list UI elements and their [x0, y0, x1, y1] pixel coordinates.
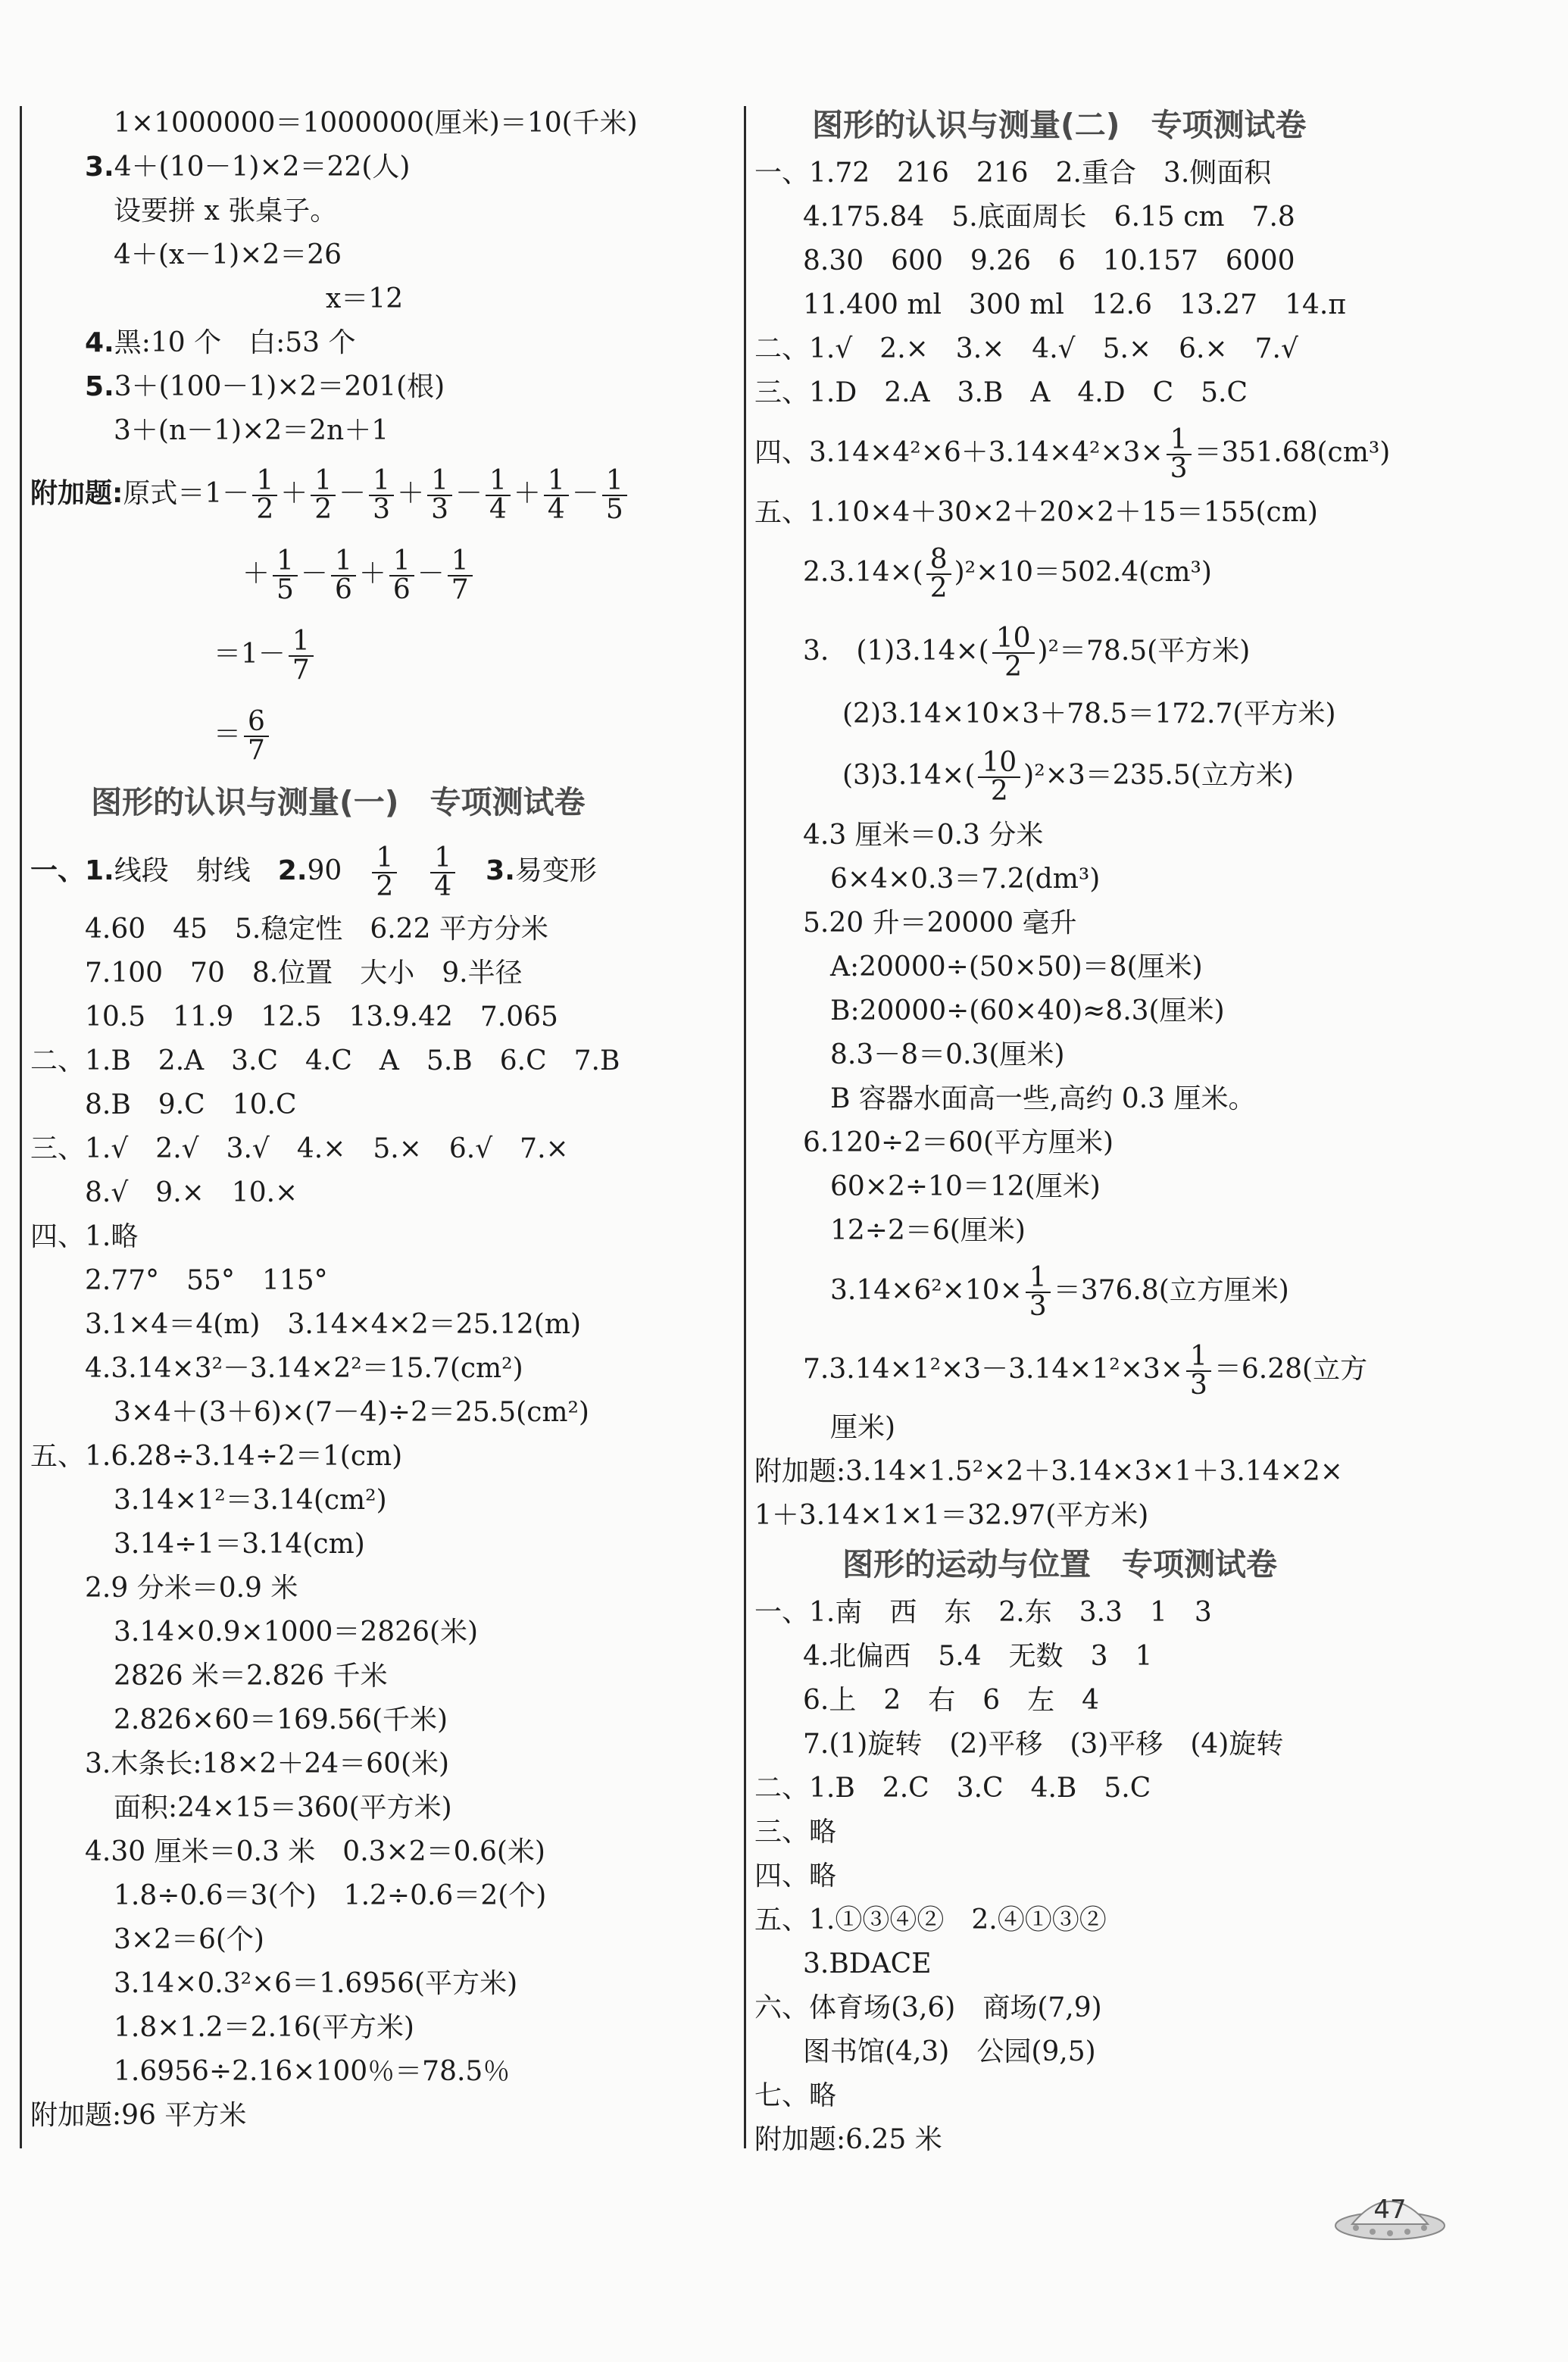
answer-line: 3.4＋(10－1)×2＝22(人): [85, 152, 411, 183]
fraction: $\frac{10}{2}$: [992, 625, 1035, 681]
answer-line: 3. (1)3.14×( $\frac{10}{2}$ )²＝78.5(平方米): [803, 623, 1251, 683]
answer-line: (2)3.14×10×3＋78.5＝172.7(平方米): [842, 698, 1336, 730]
answer-line: 4.175.84 5.底面周长 6.15 cm 7.8: [803, 202, 1295, 233]
answer-line: 11.400 ml 300 ml 12.6 13.27 14.π: [803, 289, 1346, 320]
answer-line: 二、1.√ 2.× 3.× 4.√ 5.× 6.× 7.√: [754, 333, 1298, 364]
answer-line: 3.14×0.3²×6＝1.6956(平方米): [114, 1968, 518, 1999]
answer-line: 12÷2＝6(厘米): [830, 1215, 1026, 1246]
answer-line: 四、1.略: [30, 1221, 139, 1252]
answer-line: 8.B 9.C 10.C: [85, 1089, 297, 1120]
answer-line: x＝12: [326, 283, 404, 314]
answer-line: 厘米): [830, 1412, 896, 1443]
answer-line: 四、3.14×4²×6＋3.14×4²×3× $\frac{1}{3}$ ＝351.68(cm³): [754, 424, 1391, 484]
answer-line: 5.20 升＝20000 毫升: [803, 908, 1077, 939]
fraction: $\frac{1}{2}$: [372, 845, 397, 901]
answer-line: 4.黑:10 个 白:53 个: [85, 327, 356, 358]
answer-line: 4.30 厘米＝0.3 米 0.3×2＝0.6(米): [85, 1836, 545, 1867]
answer-line: 附加题:6.25 米: [754, 2124, 942, 2155]
answer-line: 10.5 11.9 12.5 13.9.42 7.065: [85, 1001, 558, 1033]
answer-line: 附加题:3.14×1.5²×2＋3.14×3×1＋3.14×2×: [754, 1456, 1343, 1487]
answer-line: 2826 米＝2.826 千米: [114, 1661, 388, 1692]
fraction: $\frac{10}{2}$: [978, 749, 1020, 805]
section-title-motion-position: 图形的运动与位置 专项测试卷: [842, 1546, 1277, 1582]
fraction: $\frac{1}{4}$: [544, 467, 569, 523]
section-title-shape-measure-2: 图形的认识与测量(二) 专项测试卷: [812, 107, 1307, 143]
answer-line: 60×2÷10＝12(厘米): [830, 1171, 1101, 1202]
answer-line: 4.3.14×3²－3.14×2²＝15.7(cm²): [85, 1353, 523, 1384]
answer-line: 设要拼 x 张桌子。: [114, 195, 338, 227]
answer-line: 1.8÷0.6＝3(个) 1.2÷0.6＝2(个): [114, 1880, 547, 1911]
answer-line: 3.BDACE: [803, 1948, 932, 1979]
page-number-badge: [1333, 2186, 1447, 2250]
answer-line: 面积:24×15＝360(平方米): [114, 1792, 452, 1823]
fraction: $\frac{6}{7}$: [244, 708, 269, 764]
answer-line: 五、1.10×4＋30×2＋20×2＋15＝155(cm): [754, 497, 1318, 528]
answer-line: 6.上 2 右 6 左 4: [803, 1685, 1100, 1716]
answer-line: 一、1.线段 射线 2.90 $\frac{1}{2}$ $\frac{1}{4}$ 3.易变形: [30, 842, 597, 902]
fraction: $\frac{1}{2}$: [311, 467, 336, 523]
answer-line: 7.(1)旋转 (2)平移 (3)平移 (4)旋转: [803, 1729, 1284, 1760]
answer-line: 3＋(n－1)×2＝2n＋1: [114, 415, 389, 446]
answer-line: 2.3.14×( $\frac{8}{2}$ )²×10＝502.4(cm³): [803, 544, 1212, 604]
answer-line: 3.14×0.9×1000＝2826(米): [114, 1617, 479, 1648]
answer-line: 1×1000000＝1000000(厘米)＝10(千米): [114, 108, 638, 139]
fraction: $\frac{1}{3}$: [369, 467, 394, 523]
fraction: $\frac{1}{4}$: [430, 845, 455, 901]
answer-line: 六、体育场(3,6) 商场(7,9): [754, 1992, 1102, 2023]
answer-line: 1＋3.14×1×1＝32.97(平方米): [754, 1500, 1149, 1531]
fraction: $\frac{1}{5}$: [602, 467, 627, 523]
answer-line: 8.3－8＝0.3(厘米): [830, 1039, 1065, 1070]
answer-line: 图书馆(4,3) 公园(9,5): [803, 2036, 1096, 2067]
answer-line: 四、略: [754, 1861, 837, 1892]
answer-line: 三、1.D 2.A 3.B A 4.D C 5.C: [754, 377, 1248, 408]
left-column-rule: [20, 106, 22, 2148]
fraction: $\frac{1}{3}$: [1026, 1264, 1051, 1320]
bonus-expression-row-2: ＋ $\frac{1}{5}$ － $\frac{1}{6}$ ＋ $\frac{1}{6}$ － $\frac{1}{7}$: [242, 544, 476, 605]
answer-line: 7.3.14×1²×3－3.14×1²×3× $\frac{1}{3}$ ＝6.28(立方: [803, 1341, 1368, 1401]
answer-line: 3.木条长:18×2＋24＝60(米): [85, 1748, 450, 1779]
answer-line: 3.14÷1＝3.14(cm): [114, 1529, 365, 1560]
answer-line: B 容器水面高一些,高约 0.3 厘米。: [830, 1083, 1256, 1114]
answer-line: 8.√ 9.× 10.×: [85, 1177, 298, 1208]
answer-line: 8.30 600 9.26 6 10.157 6000: [803, 245, 1295, 277]
answer-line: 三、1.√ 2.√ 3.√ 4.× 5.× 6.√ 7.×: [30, 1133, 569, 1164]
fraction: $\frac{1}{5}$: [273, 548, 298, 604]
fraction: $\frac{1}{2}$: [252, 467, 277, 523]
answer-line: 4.60 45 5.稳定性 6.22 平方分米: [85, 914, 548, 945]
answer-line: 6.120÷2＝60(平方厘米): [803, 1127, 1114, 1158]
answer-line: 4.3 厘米＝0.3 分米: [803, 820, 1044, 851]
answer-line: 3.14×6²×10× $\frac{1}{3}$ ＝376.8(立方厘米): [830, 1262, 1289, 1322]
answer-line: 一、1.72 216 216 2.重合 3.侧面积: [754, 158, 1272, 189]
section-title-shape-measure-1: 图形的认识与测量(一) 专项测试卷: [91, 784, 586, 820]
answer-line: 附加题:96 平方米: [30, 2100, 247, 2131]
answer-line: 5.3＋(100－1)×2＝201(根): [85, 371, 445, 402]
answer-line: 五、1.6.28÷3.14÷2＝1(cm): [30, 1441, 403, 1472]
answer-line: 三、略: [754, 1817, 837, 1848]
answer-line: 2.9 分米＝0.9 米: [85, 1573, 298, 1604]
answer-line: 一、1.南 西 东 2.东 3.3 1 3: [754, 1597, 1212, 1628]
answer-line: 3×4＋(3＋6)×(7－4)÷2＝25.5(cm²): [114, 1397, 589, 1428]
answer-line: 2.826×60＝169.56(千米): [114, 1704, 448, 1736]
answer-line: 7.100 70 8.位置 大小 9.半径: [85, 958, 523, 989]
fraction: $\frac{1}{3}$: [1186, 1343, 1211, 1399]
page-number: 47: [1373, 2195, 1407, 2225]
fraction: $\frac{1}{6}$: [389, 548, 414, 604]
fraction: $\frac{1}{7}$: [289, 628, 314, 684]
answer-line: (3)3.14×( $\frac{10}{2}$ )²×3＝235.5(立方米): [842, 747, 1294, 807]
answer-line: 2.77° 55° 115°: [85, 1265, 328, 1296]
bonus-expression-row-4: ＝ $\frac{6}{7}$: [214, 705, 272, 765]
center-column-rule: [744, 106, 746, 2148]
fraction: $\frac{8}{2}$: [926, 546, 951, 602]
answer-line: 二、1.B 2.A 3.C 4.C A 5.B 6.C 7.B: [30, 1045, 620, 1076]
fraction: $\frac{1}{3}$: [1167, 426, 1192, 483]
fraction: $\frac{1}{6}$: [331, 548, 356, 604]
answer-line: 七、略: [754, 2080, 837, 2111]
fraction: $\frac{1}{4}$: [486, 467, 511, 523]
fraction: $\frac{1}{3}$: [427, 467, 452, 523]
answer-line: 3.1×4＝4(m) 3.14×4×2＝25.12(m): [85, 1309, 582, 1340]
answer-line: 4.北偏西 5.4 无数 3 1: [803, 1641, 1153, 1672]
answer-line: 3.14×1²＝3.14(cm²): [114, 1485, 387, 1516]
bonus-expression-row-3: ＝1－ $\frac{1}{7}$: [214, 624, 317, 685]
answer-line: A:20000÷(50×50)＝8(厘米): [830, 951, 1203, 983]
bonus-expression-row-1: 附加题:原式＝1－ $\frac{1}{2}$ ＋ $\frac{1}{2}$ － $\frac{1}{3}$ ＋ $\frac{1}{3}$ － $\frac{1}{4}$ ＋ $\frac{1}{4}$ － $\frac{1}{5}$: [30, 464, 630, 524]
answer-line: 6×4×0.3＝7.2(dm³): [830, 864, 1101, 895]
answer-line: 1.8×1.2＝2.16(平方米): [114, 2012, 414, 2043]
answer-line: 3×2＝6(个): [114, 1924, 264, 1955]
answer-line: 4＋(x－1)×2＝26: [114, 239, 342, 270]
answer-line: B:20000÷(60×40)≈8.3(厘米): [830, 995, 1225, 1026]
answer-line: 五、1.①③④② 2.④①③②: [754, 1904, 1107, 1936]
fraction: $\frac{1}{7}$: [448, 548, 473, 604]
answer-line: 1.6956÷2.16×100％＝78.5％: [114, 2056, 511, 2087]
answer-line: 二、1.B 2.C 3.C 4.B 5.C: [754, 1773, 1151, 1804]
